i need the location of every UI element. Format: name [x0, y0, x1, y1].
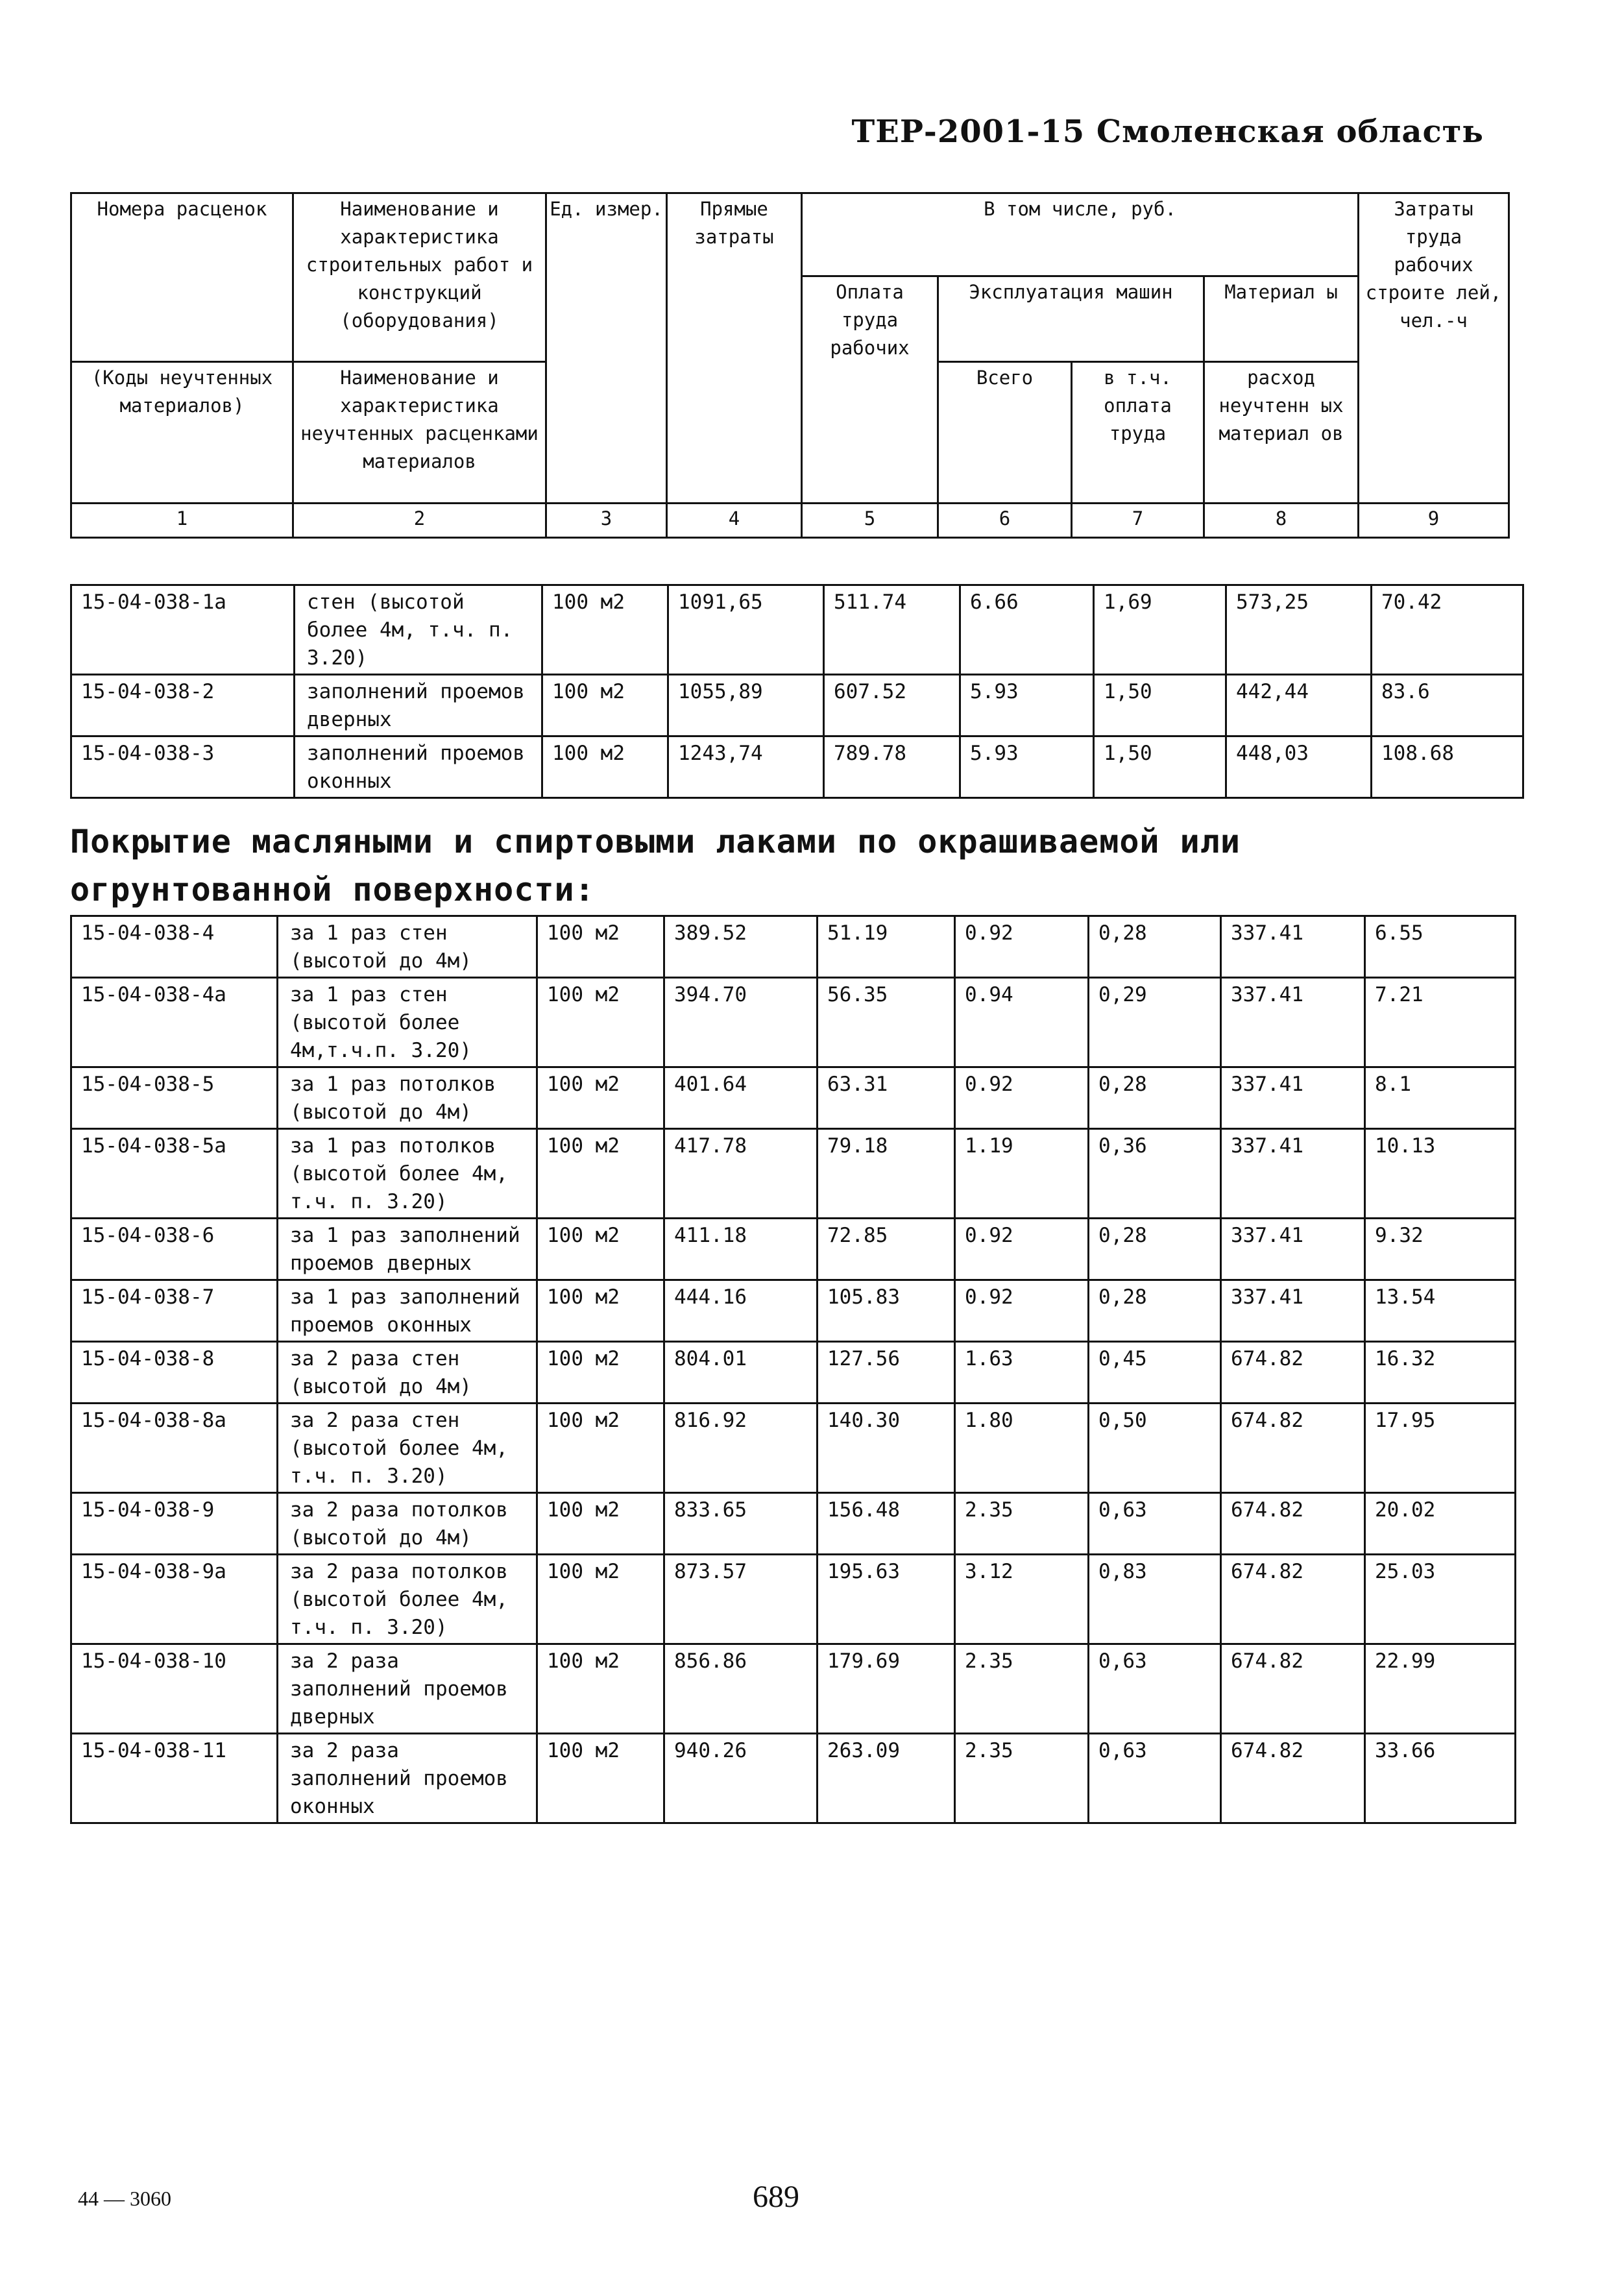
unit-cell: 100 м2	[537, 1280, 664, 1342]
header-machines-labor: в т.ч. оплата труда	[1072, 362, 1204, 504]
footer-code: 44 — 3060	[78, 2187, 171, 2210]
machines-labor-cell: 1,50	[1094, 675, 1226, 736]
direct-costs-cell: 394.70	[664, 978, 818, 1067]
table-row	[71, 1129, 1516, 1219]
materials-cell: 573,25	[1226, 585, 1372, 675]
column-number: 6	[938, 504, 1072, 538]
direct-costs-cell: 417.78	[664, 1129, 818, 1219]
work-name-cell: за 2 раза стен (высотой до 4м)	[278, 1342, 537, 1404]
column-number: 2	[293, 504, 546, 538]
direct-costs-cell: 1243,74	[668, 736, 824, 798]
labor-pay-cell: 789.78	[824, 736, 960, 798]
machines-labor-cell: 0,36	[1089, 1129, 1221, 1219]
machines-labor-cell: 0,28	[1089, 916, 1221, 978]
materials-cell: 674.82	[1221, 1404, 1365, 1493]
header-material-codes: (Коды неучтенных материалов)	[71, 362, 293, 504]
header-materials: Материал ы	[1204, 276, 1359, 362]
materials-cell: 442,44	[1226, 675, 1372, 736]
machines-total-cell: 0.92	[955, 1280, 1089, 1342]
rate-code-cell: 15-04-038-2	[71, 675, 295, 736]
machines-labor-cell: 0,63	[1089, 1493, 1221, 1555]
header-labor-hours: Затраты труда рабочих строите лей, чел.-ч	[1359, 193, 1509, 504]
machines-total-cell: 0.92	[955, 1067, 1089, 1129]
work-name-cell: за 1 раз стен (высотой до 4м)	[278, 916, 537, 978]
column-number: 5	[802, 504, 938, 538]
header-labor-pay: Оплата труда рабочих	[802, 276, 938, 504]
direct-costs-cell: 1091,65	[668, 585, 824, 675]
direct-costs-cell: 833.65	[664, 1493, 818, 1555]
table-row	[71, 585, 1523, 675]
work-name-cell: за 2 раза заполнений проемов оконных	[278, 1734, 537, 1823]
direct-costs-cell: 411.18	[664, 1219, 818, 1280]
rate-code-cell: 15-04-038-11	[71, 1734, 278, 1823]
unit-cell: 100 м2	[542, 675, 668, 736]
rate-code-cell: 15-04-038-6	[71, 1219, 278, 1280]
machines-labor-cell: 1,50	[1094, 736, 1226, 798]
labor-pay-cell: 607.52	[824, 675, 960, 736]
direct-costs-cell: 856.86	[664, 1644, 818, 1734]
materials-cell: 337.41	[1221, 1129, 1365, 1219]
table-row	[71, 1219, 1516, 1280]
unit-cell: 100 м2	[537, 1404, 664, 1493]
table-row	[71, 1280, 1516, 1342]
unit-cell: 100 м2	[537, 1734, 664, 1823]
column-number: 8	[1204, 504, 1359, 538]
unit-cell: 100 м2	[537, 916, 664, 978]
labor-pay-cell: 263.09	[818, 1734, 955, 1823]
column-number: 3	[546, 504, 667, 538]
table-row	[71, 978, 1516, 1067]
materials-cell: 337.41	[1221, 978, 1365, 1067]
labor-hours-cell: 83.6	[1372, 675, 1523, 736]
labor-pay-cell: 51.19	[818, 916, 955, 978]
labor-hours-cell: 25.03	[1365, 1555, 1516, 1644]
header-codes: Номера расценок	[71, 193, 293, 362]
rate-code-cell: 15-04-038-3	[71, 736, 295, 798]
rate-code-cell: 15-04-038-5	[71, 1067, 278, 1129]
direct-costs-cell: 873.57	[664, 1555, 818, 1644]
rate-code-cell: 15-04-038-1а	[71, 585, 295, 675]
rate-code-cell: 15-04-038-10	[71, 1644, 278, 1734]
machines-labor-cell: 0,83	[1089, 1555, 1221, 1644]
machines-labor-cell: 0,63	[1089, 1734, 1221, 1823]
direct-costs-cell: 401.64	[664, 1067, 818, 1129]
column-number: 7	[1072, 504, 1204, 538]
materials-cell: 337.41	[1221, 1280, 1365, 1342]
table-row	[71, 1493, 1516, 1555]
section-title: Покрытие масляными и спиртовыми лаками по окрашиваемой или огрунтованной поверхности:	[70, 823, 1241, 908]
direct-costs-cell: 804.01	[664, 1342, 818, 1404]
unit-cell: 100 м2	[537, 1129, 664, 1219]
work-name-cell: за 2 раза потолков (высотой до 4м)	[278, 1493, 537, 1555]
labor-hours-cell: 22.99	[1365, 1644, 1516, 1734]
header-unaccounted-materials: расход неучтенн ых материал ов	[1204, 362, 1359, 504]
machines-labor-cell: 0,28	[1089, 1219, 1221, 1280]
direct-costs-cell: 1055,89	[668, 675, 824, 736]
machines-total-cell: 2.35	[955, 1734, 1089, 1823]
machines-total-cell: 2.35	[955, 1644, 1089, 1734]
work-name-cell: за 1 раз стен (высотой более 4м,т.ч.п. 3.20)	[278, 978, 537, 1067]
materials-cell: 448,03	[1226, 736, 1372, 798]
table-row	[71, 1342, 1516, 1404]
header-table	[70, 192, 1510, 539]
table-row	[71, 675, 1523, 736]
labor-pay-cell: 179.69	[818, 1644, 955, 1734]
work-name-cell: за 2 раза стен (высотой более 4м, т.ч. п. 3.20)	[278, 1404, 537, 1493]
document-title: ТЕР-2001-15 Смоленская область	[851, 114, 1484, 150]
machines-total-cell: 2.35	[955, 1493, 1089, 1555]
machines-labor-cell: 0,63	[1089, 1644, 1221, 1734]
header-machines-total: Всего	[938, 362, 1072, 504]
unit-cell: 100 м2	[537, 1067, 664, 1129]
materials-cell: 674.82	[1221, 1493, 1365, 1555]
machines-labor-cell: 0,29	[1089, 978, 1221, 1067]
labor-pay-cell: 195.63	[818, 1555, 955, 1644]
labor-hours-cell: 16.32	[1365, 1342, 1516, 1404]
work-name-cell: за 1 раз заполнений проемов дверных	[278, 1219, 537, 1280]
labor-pay-cell: 79.18	[818, 1129, 955, 1219]
machines-total-cell: 1.19	[955, 1129, 1089, 1219]
table-row	[71, 1067, 1516, 1129]
rate-code-cell: 15-04-038-5а	[71, 1129, 278, 1219]
machines-labor-cell: 1,69	[1094, 585, 1226, 675]
machines-total-cell: 6.66	[960, 585, 1094, 675]
materials-cell: 674.82	[1221, 1644, 1365, 1734]
machines-labor-cell: 0,45	[1089, 1342, 1221, 1404]
header-machines: Эксплуатация машин	[938, 276, 1204, 362]
work-name-cell: за 1 раз потолков (высотой до 4м)	[278, 1067, 537, 1129]
labor-pay-cell: 56.35	[818, 978, 955, 1067]
table-row	[71, 1555, 1516, 1644]
table-row	[71, 1644, 1516, 1734]
labor-pay-cell: 140.30	[818, 1404, 955, 1493]
work-name-cell: за 1 раз потолков (высотой более 4м, т.ч. п. 3.20)	[278, 1129, 537, 1219]
unit-cell: 100 м2	[537, 1493, 664, 1555]
column-number: 9	[1359, 504, 1509, 538]
machines-total-cell: 0.92	[955, 1219, 1089, 1280]
rate-code-cell: 15-04-038-9а	[71, 1555, 278, 1644]
materials-cell: 337.41	[1221, 1067, 1365, 1129]
unit-cell: 100 м2	[537, 1555, 664, 1644]
direct-costs-cell: 940.26	[664, 1734, 818, 1823]
work-name-cell: за 2 раза потолков (высотой более 4м, т.ч. п. 3.20)	[278, 1555, 537, 1644]
machines-total-cell: 1.63	[955, 1342, 1089, 1404]
rates-table-2	[70, 915, 1516, 1824]
column-number: 4	[667, 504, 802, 538]
labor-pay-cell: 127.56	[818, 1342, 955, 1404]
labor-pay-cell: 105.83	[818, 1280, 955, 1342]
table-row	[71, 916, 1516, 978]
materials-cell: 337.41	[1221, 916, 1365, 978]
rate-code-cell: 15-04-038-4	[71, 916, 278, 978]
table-row	[71, 1734, 1516, 1823]
rate-code-cell: 15-04-038-4а	[71, 978, 278, 1067]
labor-hours-cell: 17.95	[1365, 1404, 1516, 1493]
machines-labor-cell: 0,28	[1089, 1280, 1221, 1342]
work-name-cell: стен (высотой более 4м, т.ч. п. 3.20)	[295, 585, 542, 675]
header-unit: Ед. измер.	[546, 193, 667, 504]
rate-code-cell: 15-04-038-8	[71, 1342, 278, 1404]
machines-total-cell: 0.92	[955, 916, 1089, 978]
unit-cell: 100 м2	[537, 1219, 664, 1280]
machines-total-cell: 3.12	[955, 1555, 1089, 1644]
work-name-cell: за 2 раза заполнений проемов дверных	[278, 1644, 537, 1734]
header-work-name: Наименование и характеристика строительных работ и конструкций (оборудования)	[293, 193, 546, 362]
direct-costs-cell: 389.52	[664, 916, 818, 978]
header-including: В том числе, руб.	[802, 193, 1359, 276]
rate-code-cell: 15-04-038-9	[71, 1493, 278, 1555]
unit-cell: 100 м2	[537, 978, 664, 1067]
work-name-cell: заполнений проемов оконных	[295, 736, 542, 798]
labor-hours-cell: 20.02	[1365, 1493, 1516, 1555]
machines-total-cell: 5.93	[960, 736, 1094, 798]
rates-table-1	[70, 584, 1524, 799]
work-name-cell: заполнений проемов дверных	[295, 675, 542, 736]
labor-pay-cell: 63.31	[818, 1067, 955, 1129]
rate-code-cell: 15-04-038-8а	[71, 1404, 278, 1493]
labor-hours-cell: 10.13	[1365, 1129, 1516, 1219]
materials-cell: 674.82	[1221, 1342, 1365, 1404]
table-row	[71, 1404, 1516, 1493]
page-number: 689	[753, 2180, 799, 2214]
labor-pay-cell: 72.85	[818, 1219, 955, 1280]
labor-hours-cell: 13.54	[1365, 1280, 1516, 1342]
machines-labor-cell: 0,50	[1089, 1404, 1221, 1493]
labor-hours-cell: 33.66	[1365, 1734, 1516, 1823]
machines-total-cell: 5.93	[960, 675, 1094, 736]
unit-cell: 100 м2	[537, 1342, 664, 1404]
labor-pay-cell: 511.74	[824, 585, 960, 675]
unit-cell: 100 м2	[537, 1644, 664, 1734]
machines-labor-cell: 0,28	[1089, 1067, 1221, 1129]
materials-cell: 674.82	[1221, 1555, 1365, 1644]
labor-hours-cell: 70.42	[1372, 585, 1523, 675]
labor-hours-cell: 9.32	[1365, 1219, 1516, 1280]
materials-cell: 674.82	[1221, 1734, 1365, 1823]
header-material-name: Наименование и характеристика неучтенных расценками материалов	[293, 362, 546, 504]
direct-costs-cell: 444.16	[664, 1280, 818, 1342]
materials-cell: 337.41	[1221, 1219, 1365, 1280]
table-row	[71, 736, 1523, 798]
column-number: 1	[71, 504, 293, 538]
machines-total-cell: 0.94	[955, 978, 1089, 1067]
unit-cell: 100 м2	[542, 736, 668, 798]
labor-hours-cell: 6.55	[1365, 916, 1516, 978]
labor-pay-cell: 156.48	[818, 1493, 955, 1555]
unit-cell: 100 м2	[542, 585, 668, 675]
work-name-cell: за 1 раз заполнений проемов оконных	[278, 1280, 537, 1342]
labor-hours-cell: 8.1	[1365, 1067, 1516, 1129]
machines-total-cell: 1.80	[955, 1404, 1089, 1493]
header-direct-costs: Прямые затраты	[667, 193, 802, 504]
labor-hours-cell: 7.21	[1365, 978, 1516, 1067]
direct-costs-cell: 816.92	[664, 1404, 818, 1493]
rate-code-cell: 15-04-038-7	[71, 1280, 278, 1342]
labor-hours-cell: 108.68	[1372, 736, 1523, 798]
